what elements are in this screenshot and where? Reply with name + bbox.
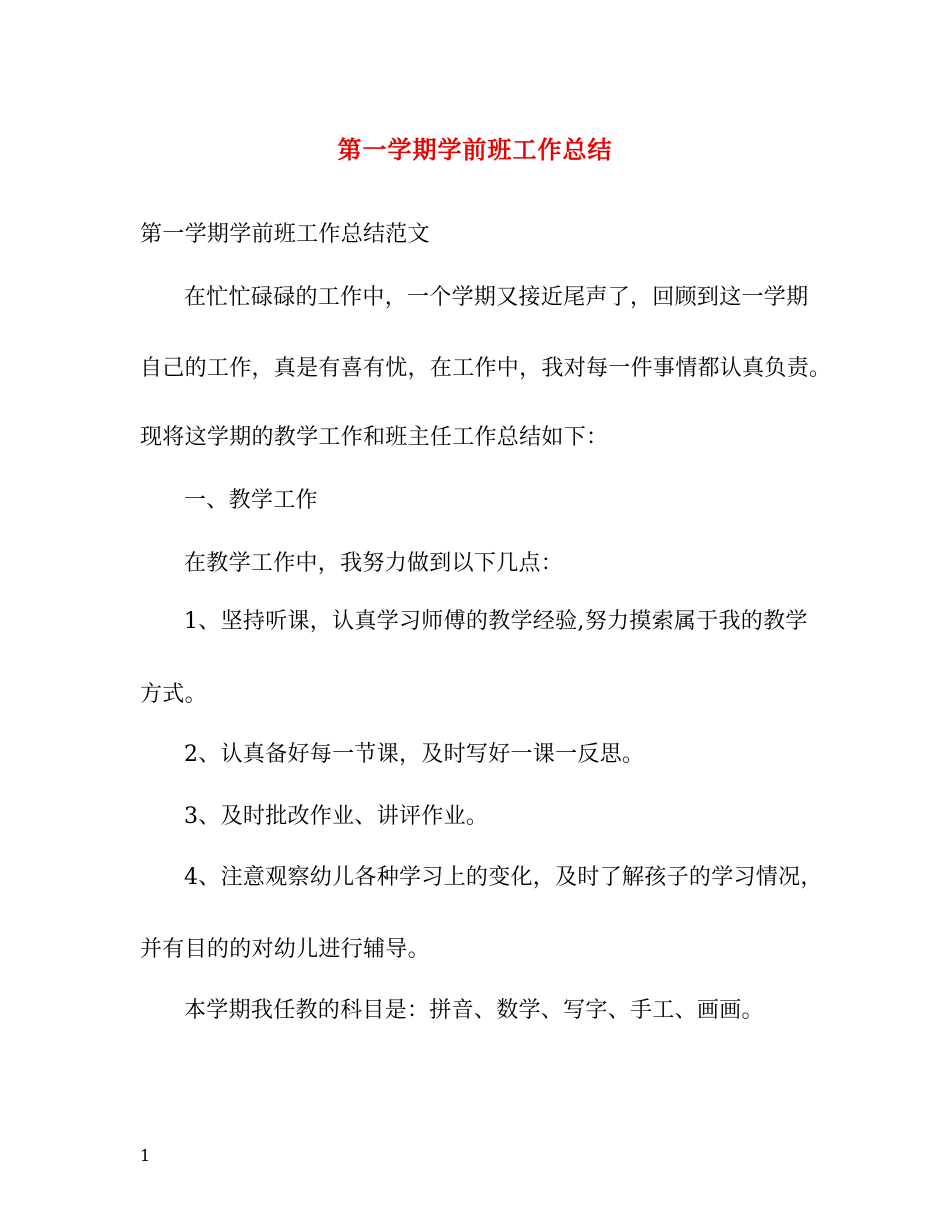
list-item-line: 3、及时批改作业、讲评作业。: [184, 804, 489, 829]
paragraph-line: 本学期我任教的科目是：拼音、数学、写字、手工、画画。: [184, 998, 764, 1023]
document-title: 第一学期学前班工作总结: [337, 135, 613, 164]
list-item-line: 并有目的的对幼儿进行辅导。: [140, 937, 430, 962]
paragraph-line: 自己的工作，真是有喜有忧，在工作中，我对每一件事情都认真负责。: [140, 356, 832, 381]
list-item-line: 1、坚持听课，认真学习师傅的教学经验,努力摸索属于我的教学: [184, 609, 808, 634]
list-item-line: 4、注意观察幼儿各种学习上的变化，及时了解孩子的学习情况，: [184, 865, 823, 890]
paragraph-line: 在教学工作中，我努力做到以下几点：: [184, 551, 564, 576]
paragraph-line: 现将这学期的教学工作和班主任工作总结如下：: [140, 425, 609, 450]
list-item-line: 方式。: [140, 682, 207, 707]
subtitle-line: 第一学期学前班工作总结范文: [140, 222, 430, 247]
section-heading: 一、教学工作: [184, 488, 318, 513]
page-number: 1: [140, 1146, 151, 1165]
list-item-line: 2、认真备好每一节课，及时写好一课一反思。: [184, 742, 645, 767]
paragraph-line: 在忙忙碌碌的工作中，一个学期又接近尾声了，回顾到这一学期: [184, 285, 809, 310]
